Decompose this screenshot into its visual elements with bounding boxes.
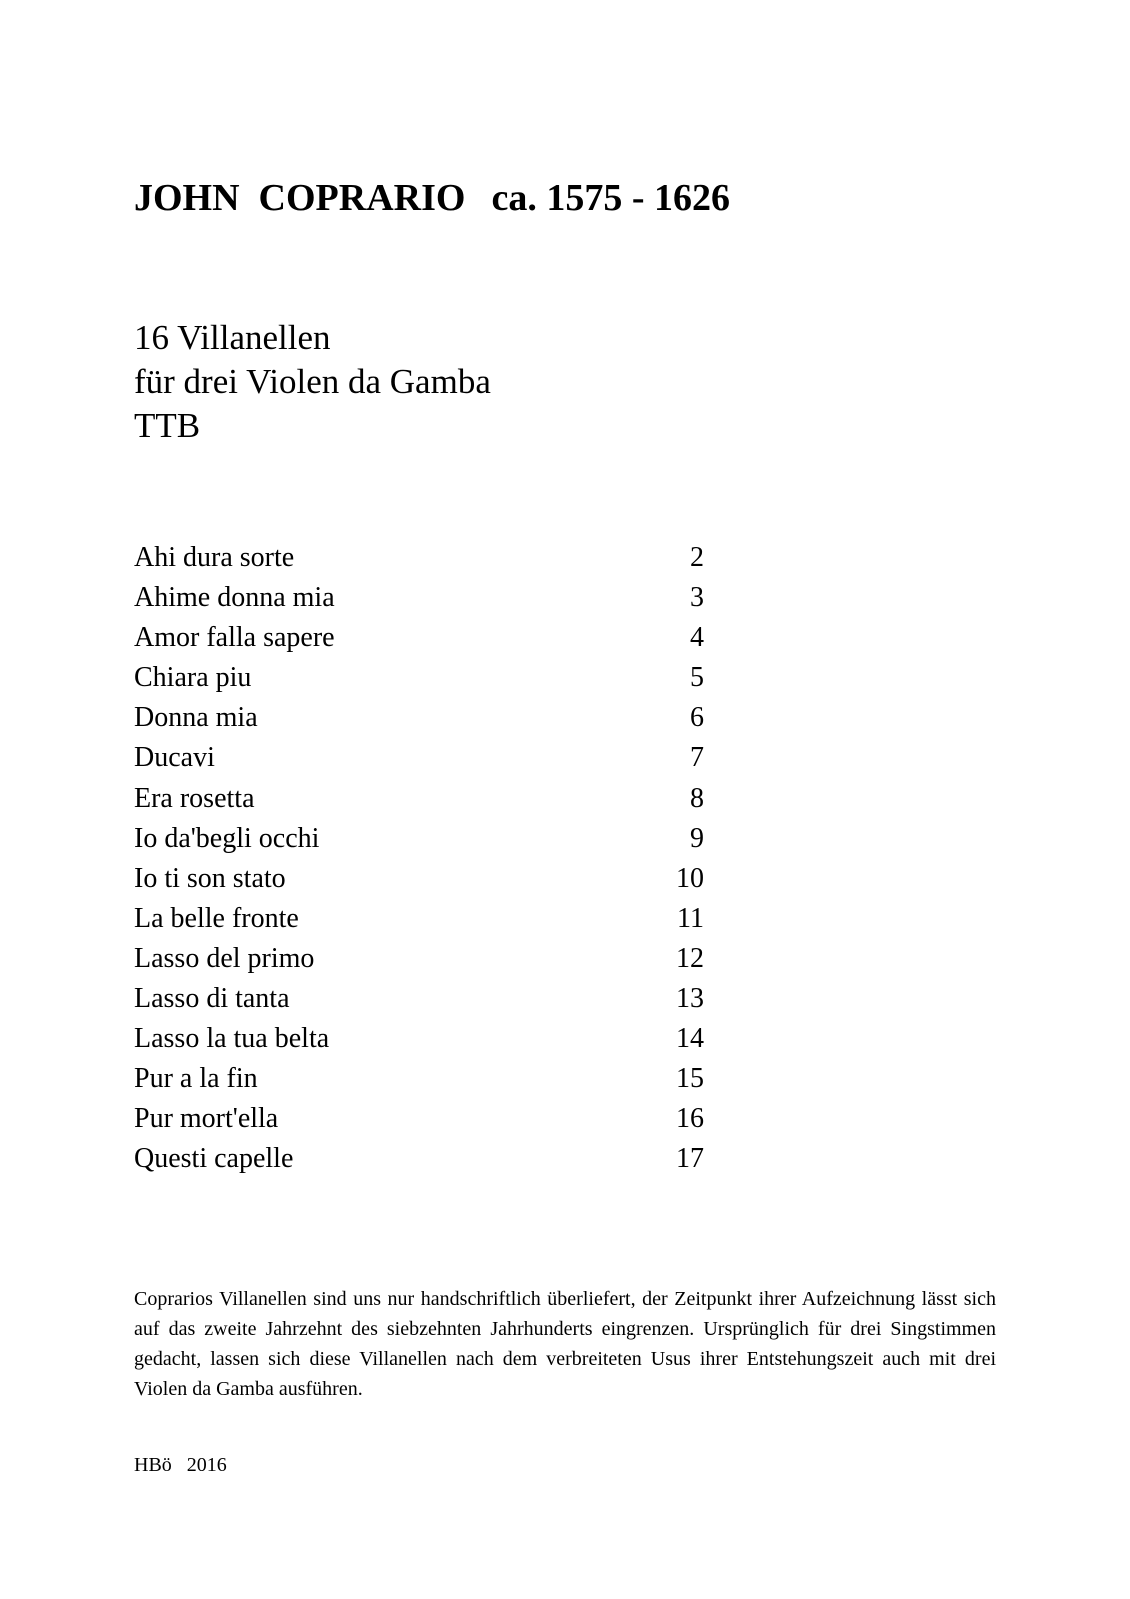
work-title-block [134, 316, 491, 448]
editor-signature: HBö 2016 [134, 1454, 227, 1476]
toc-entry [134, 698, 704, 738]
toc-title: La belle fronte [134, 902, 299, 934]
toc-title: Donna mia [134, 702, 258, 734]
toc-title: Lasso del primo [134, 942, 315, 974]
toc-title: Io ti son stato [134, 862, 286, 894]
toc-entry [134, 738, 704, 778]
toc-page: 9 [690, 822, 704, 854]
toc-entry [134, 979, 704, 1019]
toc-page: 2 [690, 542, 704, 573]
toc-title: Io da'begli occhi [134, 822, 320, 854]
toc-entry [134, 899, 704, 939]
toc-page: 3 [690, 582, 704, 614]
toc-page: 14 [676, 1023, 704, 1055]
toc-page: 12 [676, 942, 704, 974]
toc-title: Ahime donna mia [134, 582, 335, 614]
toc-entry [134, 658, 704, 698]
toc-entry [134, 1059, 704, 1099]
toc-page: 16 [676, 1103, 704, 1135]
toc-title: Lasso la tua belta [134, 1023, 330, 1055]
work-instrumentation: für drei Violen da Gamba [134, 362, 491, 401]
toc-title: Chiara piu [134, 662, 252, 694]
toc-page: 13 [676, 983, 704, 1015]
toc-page: 5 [690, 662, 704, 694]
toc-title: Amor falla sapere [134, 622, 335, 654]
toc-entry [134, 859, 704, 899]
toc-entry [134, 819, 704, 859]
toc-title: Ahi dura sorte [134, 542, 295, 573]
toc-entry [134, 1139, 704, 1179]
toc-entry [134, 618, 704, 658]
toc-title: Pur a la fin [134, 1063, 258, 1095]
toc-title: Pur mort'ella [134, 1103, 279, 1135]
toc-page: 4 [690, 622, 704, 654]
toc-entry [134, 939, 704, 979]
toc-entry [134, 1099, 704, 1139]
work-voicing: TTB [134, 406, 201, 445]
toc-entry [134, 779, 704, 819]
toc-title: Ducavi [134, 742, 215, 774]
composer-name: JOHN COPRARIO [134, 177, 466, 219]
work-title: 16 Villanellen [134, 318, 331, 357]
toc-page: 17 [676, 1143, 704, 1175]
toc-page: 11 [677, 902, 704, 934]
toc-page: 15 [676, 1063, 704, 1095]
toc-title: Era rosetta [134, 782, 255, 814]
toc-page: 7 [690, 742, 704, 774]
toc-title: Questi capelle [134, 1143, 294, 1175]
editorial-note: Coprarios Villanellen sind uns nur handschriftlich überliefert, der Zeitpunkt ihrer Aufzeichnung lässt sich auf das zweite Jahrzehnt des siebzehnten Jahrhunderts eingrenzen. Ursprünglich für drei Singstimmen gedacht, lassen sich diese Villanellen nach dem verbreiteten Usus ihrer Entstehungszeit auch mit drei Violen da Gamba ausführen. [134, 1288, 996, 1400]
table-of-contents [134, 538, 704, 1180]
toc-entry [134, 578, 704, 618]
composer-heading [134, 176, 730, 220]
toc-page: 10 [676, 862, 704, 894]
toc-entry [134, 538, 704, 578]
toc-page: 6 [690, 702, 704, 734]
toc-entry [134, 1019, 704, 1059]
toc-title: Lasso di tanta [134, 983, 290, 1015]
toc-page: 8 [690, 782, 704, 814]
composer-dates: ca. 1575 - 1626 [491, 177, 730, 219]
